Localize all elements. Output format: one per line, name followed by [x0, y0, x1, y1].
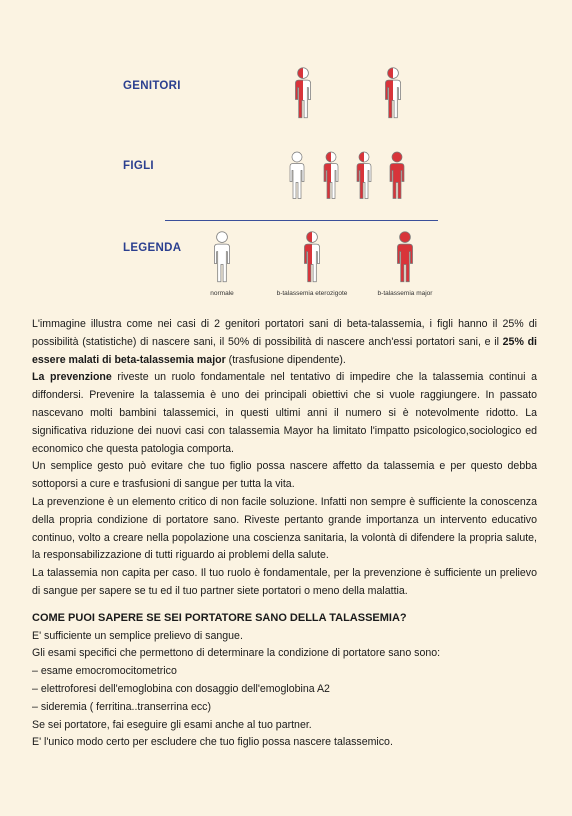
intro-text: L'immagine illustra come nei casi di 2 genitori portatori sani di beta-talassemia, i figli hanno il 25% di possibilità (statistiche) di nascere sani, il 50% di possibilità di nascere anch'essi portatori sani, e il	[32, 318, 537, 348]
children-label: FIGLI	[123, 160, 154, 172]
paragraph-role: La talassemia non capita per caso. Il tuo ruolo è fondamentale, per la prevenzione è sufficiente un prelievo di sangue per sapere se tu ed il tuo partner siete portatori o meno della malattia.	[32, 567, 537, 597]
parents-label: GENITORI	[123, 80, 181, 92]
paragraph-prevention	[32, 369, 537, 458]
line-5: Se sei portatore, fai eseguire gli esami anche al tuo partner.	[32, 718, 312, 731]
child-figure-major-icon	[384, 150, 410, 201]
legend-figure-carrier-icon	[298, 230, 326, 284]
line-6: E' l'unico modo certo per escludere che tuo figlio possa nascere talassemico.	[32, 736, 393, 749]
child-figure-carrier-icon	[351, 150, 377, 201]
line-1: Gli esami specifici che permettono di determinare la condizione di portatore sano sono:	[32, 647, 441, 660]
legend-label: LEGENDA	[123, 242, 182, 254]
legend-caption-major: b-talassemia major	[377, 290, 433, 297]
intro-bold: 25% di essere malati di beta-talassemia major	[32, 335, 537, 366]
line-4: – sideremia ( ferritina..transerrina ecc)	[32, 700, 211, 713]
child-figure-carrier-icon	[318, 150, 344, 201]
intro-text-end: (trasfusione dipendente).	[225, 353, 346, 366]
parent-figure-carrier-icon	[379, 66, 407, 120]
section-title: COME PUOI SAPERE SE SEI PORTATORE SANO DELLA TALASSEMIA?	[32, 611, 407, 624]
line-3: – elettroforesi dell'emoglobina con dosaggio dell'emoglobina A2	[32, 682, 330, 695]
legend-caption-carrier: b-talassemia eterozigote	[276, 290, 348, 297]
legend-caption-normal: normale	[210, 290, 234, 297]
divider	[165, 220, 438, 221]
prevention-bold: La prevenzione	[32, 371, 112, 384]
parent-figure-carrier-icon	[289, 66, 317, 120]
line-2: – esame emocromocitometrico	[32, 665, 177, 678]
legend-figure-major-icon	[391, 230, 419, 284]
child-figure-normal-icon	[284, 150, 310, 201]
paragraph-gesture: Un semplice gesto può evitare che tuo figlio possa nascere affetto da talassemia e per questo debba sottoporsi a cure e trasfusioni di sangue per tutta la vita.	[32, 460, 537, 491]
legend-figure-normal-icon	[208, 230, 236, 284]
line-0: E' sufficiente un semplice prelievo di sangue.	[32, 629, 243, 642]
paragraph-critical: La prevenzione è un elemento critico di non facile soluzione. Infatti non sempre è sufficiente la conoscenza della propria condizione di portatore sano. Riveste pertanto grande importanza un intervento educativo continuo, volto a creare nella popolazione una coscienza sanitaria, la volontà di difendere la propria salute, la responsabilizzazione di tutti riguardo ai problemi della salute.	[32, 495, 537, 562]
prevention-text: riveste un ruolo fondamentale nel tentativo di impedire che la talassemia continui a diffondersi. Prevenire la talassemia è uno dei principali obiettivi che si vuole raggiungere. In passato nascevano molti bambini talassemici, in questi ultimi anni il numero si è notevolmente ridotto. La significativa riduzione dei nuovi casi con talassemia Mayor ha limitato l'impatto psicologico,sociologico ed economico che questa patologia comporta.	[32, 371, 537, 455]
paragraph-intro	[32, 316, 537, 369]
body-text	[32, 316, 537, 752]
